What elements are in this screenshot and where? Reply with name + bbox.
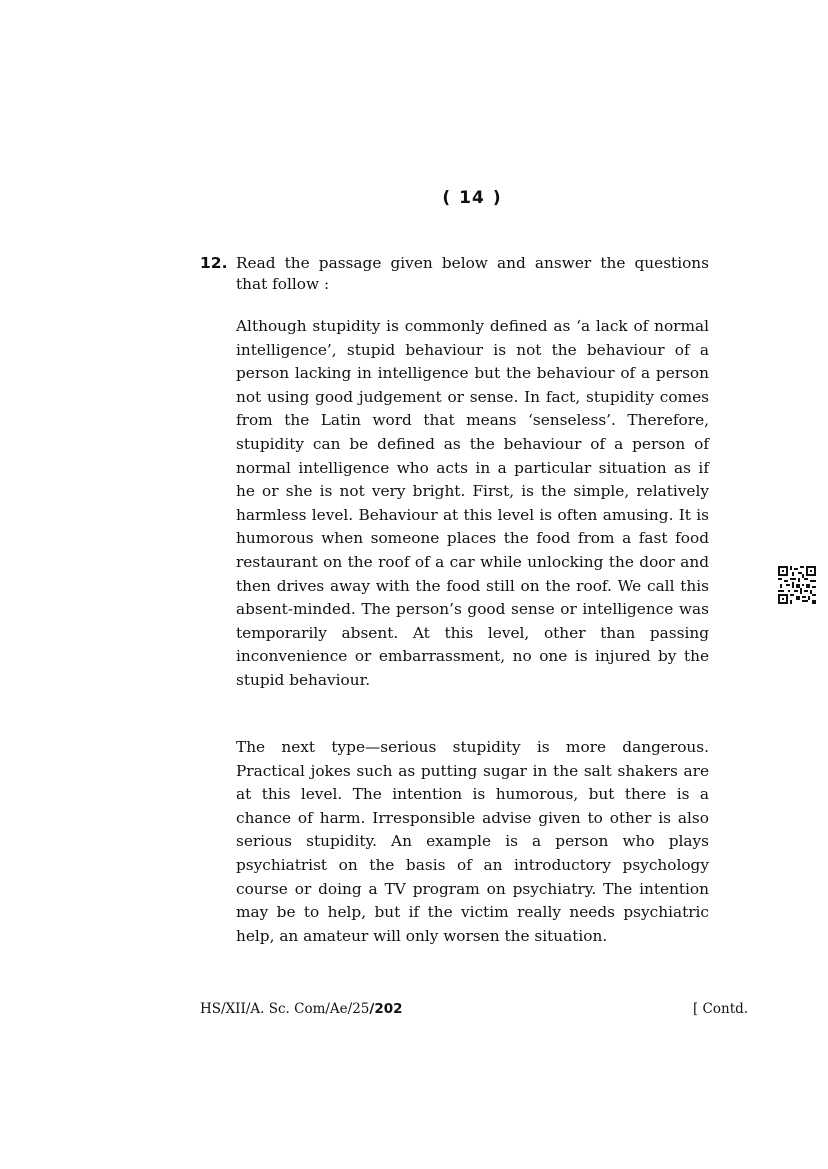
passage-paragraph-2: The next type—serious stupidity is more dangerous. Practical jokes such as putting sugar in the salt shakers are at this level. The intention is humorous, but there is a chance of harm. Irresponsible advise given to other is also serious stupidity. An example is a person who plays psychiatrist on the basis of an introductory psychology course or doing a TV program on psychiatry. The intention may be to help, but if the victim really needs psychiatric help, an amateur will only worsen the situation. <box>236 738 709 945</box>
paper-code-prefix: HS/XII/A. Sc. Com/Ae/25 <box>200 1001 370 1017</box>
continued-label: [ Contd. <box>693 1001 749 1017</box>
page-number <box>0 188 828 208</box>
page-number-close: ) <box>492 188 502 208</box>
page-number-value: 14 <box>459 188 485 208</box>
question-number: 12. <box>200 254 228 272</box>
page-number-open: ( <box>442 188 452 208</box>
passage-paragraph-1: Although stupidity is commonly defined as ‘a lack of normal intelligence’, stupid behaviour is not the behaviour of a person lacking in intelligence but the behaviour of a person not using good judgement or sense. In fact, stupidity comes from the Latin word that means ‘senseless’. Therefore, stupidity can be defined as the behaviour of a person of normal intelligence who acts in a particular situation as if he or she is not very bright. First, is the simple, relatively harmless level. Behaviour at this level is often amusing. It is humorous when someone places the food from a fast food restaurant on the roof of a car while unlocking the door and then drives away with the food still on the roof. We call this absent-minded. The person’s good sense or intelligence was temporarily absent. At this level, other than passing inconvenience or embarrassment, no one is injured by the stupid behaviour. <box>236 317 709 689</box>
qr-code-icon <box>778 566 816 604</box>
question-12 <box>200 253 710 295</box>
paper-code-suffix: /202 <box>369 1001 403 1017</box>
paper-code <box>200 1001 403 1017</box>
question-prompt: Read the passage given below and answer the questions that follow : <box>236 254 709 293</box>
